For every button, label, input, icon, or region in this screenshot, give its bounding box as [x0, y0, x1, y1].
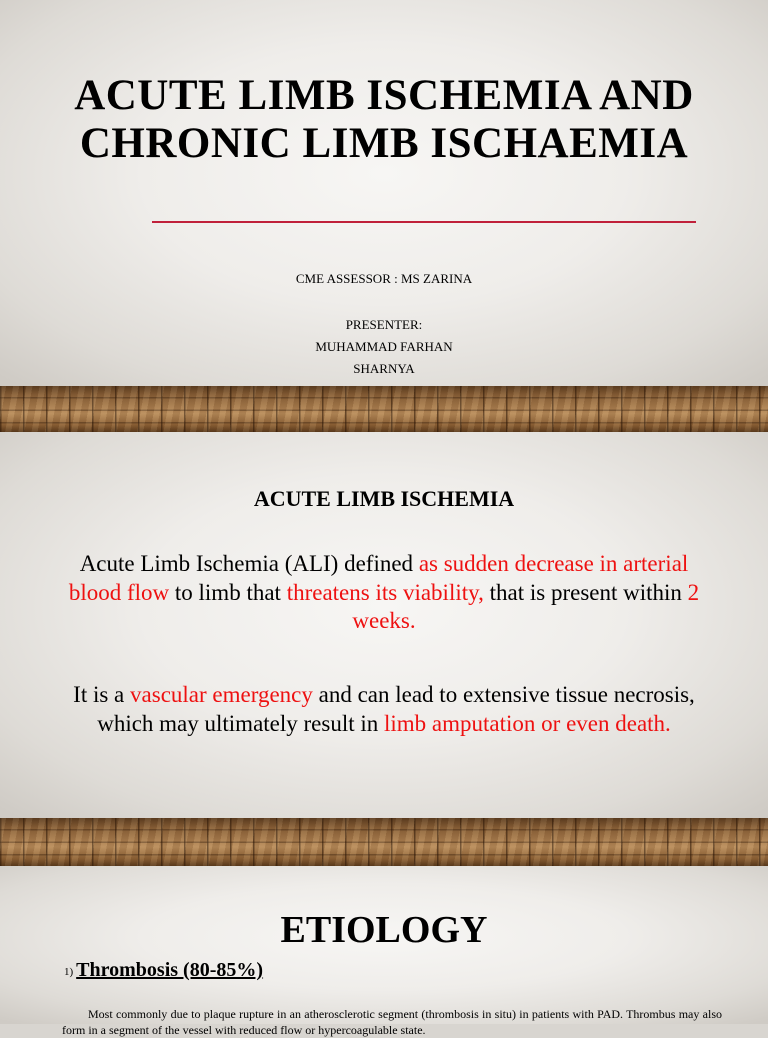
text-run: to limb that [169, 579, 287, 605]
list-item-body: Most commonly due to plaque rupture in an atherosclerotic segment (thrombosis in situ) in patients with PAD. Thrombus may also form in a segment of the vessel with reduced flow or hypercoagulable state. [62, 1007, 722, 1037]
emergency-paragraph [60, 681, 708, 738]
presenter-name: SHARNYA [353, 361, 415, 376]
highlight-text: as sudden decrease in arterial blood flow [68, 551, 689, 605]
wood-floor-strip [0, 818, 768, 866]
wood-floor-strip [0, 386, 768, 432]
list-item [64, 958, 263, 984]
presentation-title: ACUTE LIMB ISCHEMIA AND CHRONIC LIMB ISCHAEMIA [74, 72, 694, 167]
slide-heading: ACUTE LIMB ISCHEMIA [253, 486, 515, 511]
assessor-line: CME ASSESSOR : MS ZARINA [295, 271, 473, 286]
highlight-text: vascular emergency [130, 682, 313, 707]
text-run: and can lead to extensive tissue necrosis, which may ultimately result in [97, 682, 695, 736]
title-underline-rule [152, 221, 696, 223]
presenter-block [0, 314, 768, 380]
list-number: 1) [64, 966, 74, 978]
presenter-label: PRESENTER: [345, 317, 423, 332]
slide-acute-limb-ischemia [0, 432, 768, 818]
presenter-name: MUHAMMAD FARHAN [315, 339, 453, 354]
slide-etiology [0, 866, 768, 1037]
text-run: that is present within [483, 579, 688, 605]
list-item-label: Thrombosis (80-85%) [76, 959, 264, 981]
text-run: Acute Limb Ischemia (ALI) defined [79, 551, 419, 576]
highlight-text: 2 weeks. [352, 579, 700, 633]
slide-title [0, 0, 768, 386]
definition-paragraph [60, 550, 708, 636]
text-run: It is a [73, 682, 131, 707]
slide-heading: ETIOLOGY [280, 909, 488, 951]
highlight-text: threatens its viability, [286, 579, 484, 605]
highlight-text: limb amputation or even death. [384, 710, 671, 736]
